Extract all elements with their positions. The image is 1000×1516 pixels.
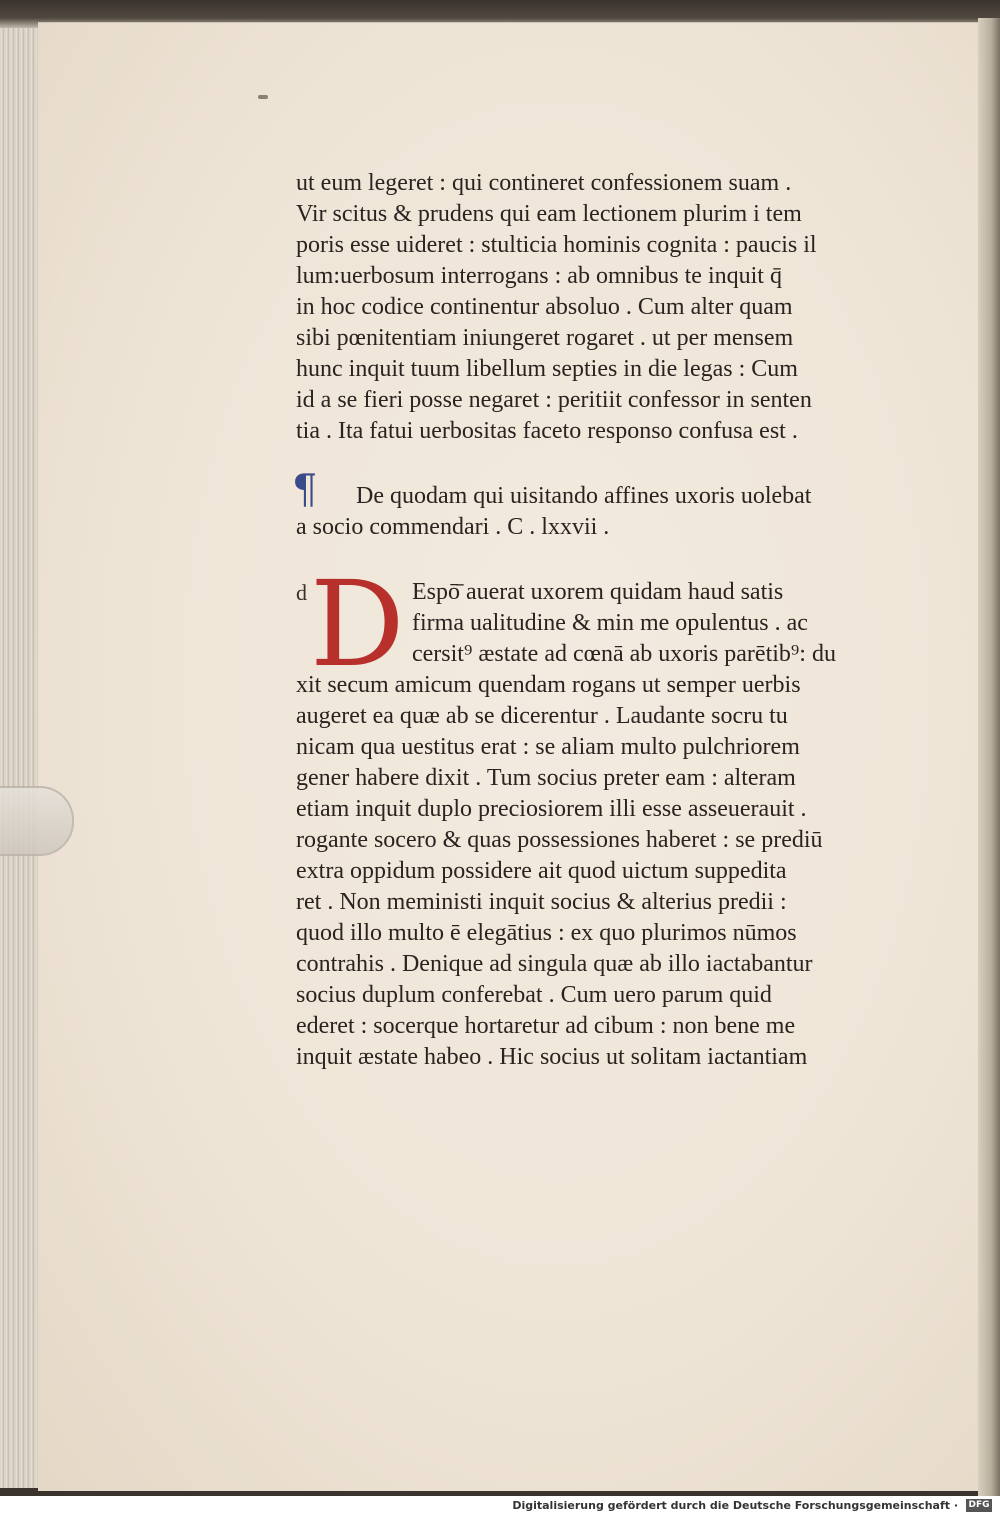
- pilcrow-mark: ¶: [292, 467, 318, 513]
- text-line: socius duplum conferebat . Cum uero parum quid: [296, 982, 772, 1008]
- text-line: cersit⁹ æstate ad cœnā ab uxoris parētib⁹: du: [412, 641, 836, 667]
- text-line: ederet : socerque hortaretur ad cibum : non bene me: [296, 1013, 796, 1039]
- text-line: lum:uerbosum interrogans : ab omnibus te inquit q̄: [296, 263, 782, 289]
- heading-line-1: De quodam qui uisitando affines uxoris uolebat: [356, 483, 812, 509]
- text-line: contrahis . Denique ad singula quæ ab illo iactabantur: [296, 951, 813, 977]
- footer-bar: [0, 1496, 1000, 1516]
- text-line: id a se fieri posse negaret : peritiit confessor in senten: [296, 387, 812, 413]
- guide-letter: d: [296, 580, 307, 605]
- page-clip: [0, 786, 74, 856]
- text-line: quod illo multo ē elegātius : ex quo plurimos nūmos: [296, 920, 797, 946]
- chapter-heading: [292, 467, 908, 543]
- text-line: augeret ea quæ ab se dicerentur . Laudante socru tu: [296, 703, 788, 729]
- text-line: etiam inquit duplo preciosiorem illi esse asseuerauit .: [296, 796, 807, 822]
- text-line: inquit æstate habeo . Hic socius ut solitam iactantiam: [296, 1044, 808, 1070]
- text-line: in hoc codice continentur absoluo . Cum alter quam: [296, 294, 793, 320]
- text-line: Vir scitus & prudens qui eam lectionem plurim i tem: [296, 201, 802, 227]
- text-line: Espō̄ auerat uxorem quidam haud satis: [412, 579, 784, 605]
- page-text: [292, 168, 908, 1073]
- heading-line-2: a socio commendari . C . lxxvii .: [296, 514, 610, 540]
- red-initial: D: [310, 555, 405, 693]
- text-line: poris esse uideret : stulticia hominis cognita : paucis il: [296, 232, 817, 258]
- dfg-logo: DFG: [966, 1499, 992, 1512]
- funding-notice: Digitalisierung gefördert durch die Deutsche Forschungsgemeinschaft ·: [512, 1499, 958, 1512]
- text-line: hunc inquit tuum libellum septies in die legas : Cum: [296, 356, 798, 382]
- text-line: gener habere dixit . Tum socius preter eam : alteram: [296, 765, 796, 791]
- paragraph: [296, 555, 908, 1073]
- text-line: firma ualitudine & min me opulentus . ac: [412, 610, 808, 636]
- text-line: xit secum amicum quendam rogans ut semper uerbis: [296, 672, 801, 698]
- text-line: sibi pœnitentiam iniungeret rogaret . ut per mensem: [296, 325, 794, 351]
- text-line: rogante socero & quas possessiones haberet : se prediū: [296, 827, 823, 853]
- text-line: ut eum legeret : qui contineret confessionem suam .: [296, 170, 792, 196]
- text-line: nicam qua uestitus erat : se aliam multo pulchriorem: [296, 734, 800, 760]
- ink-speck: [258, 95, 268, 99]
- text-line: ret . Non meministi inquit socius & alterius predii :: [296, 889, 787, 915]
- text-line: tia . Ita fatui uerbositas faceto responso confusa est .: [296, 418, 798, 444]
- book-right-edge: [978, 18, 1000, 1496]
- text-block-1: [296, 168, 908, 447]
- text-line: extra oppidum possidere ait quod uictum suppedita: [296, 858, 787, 884]
